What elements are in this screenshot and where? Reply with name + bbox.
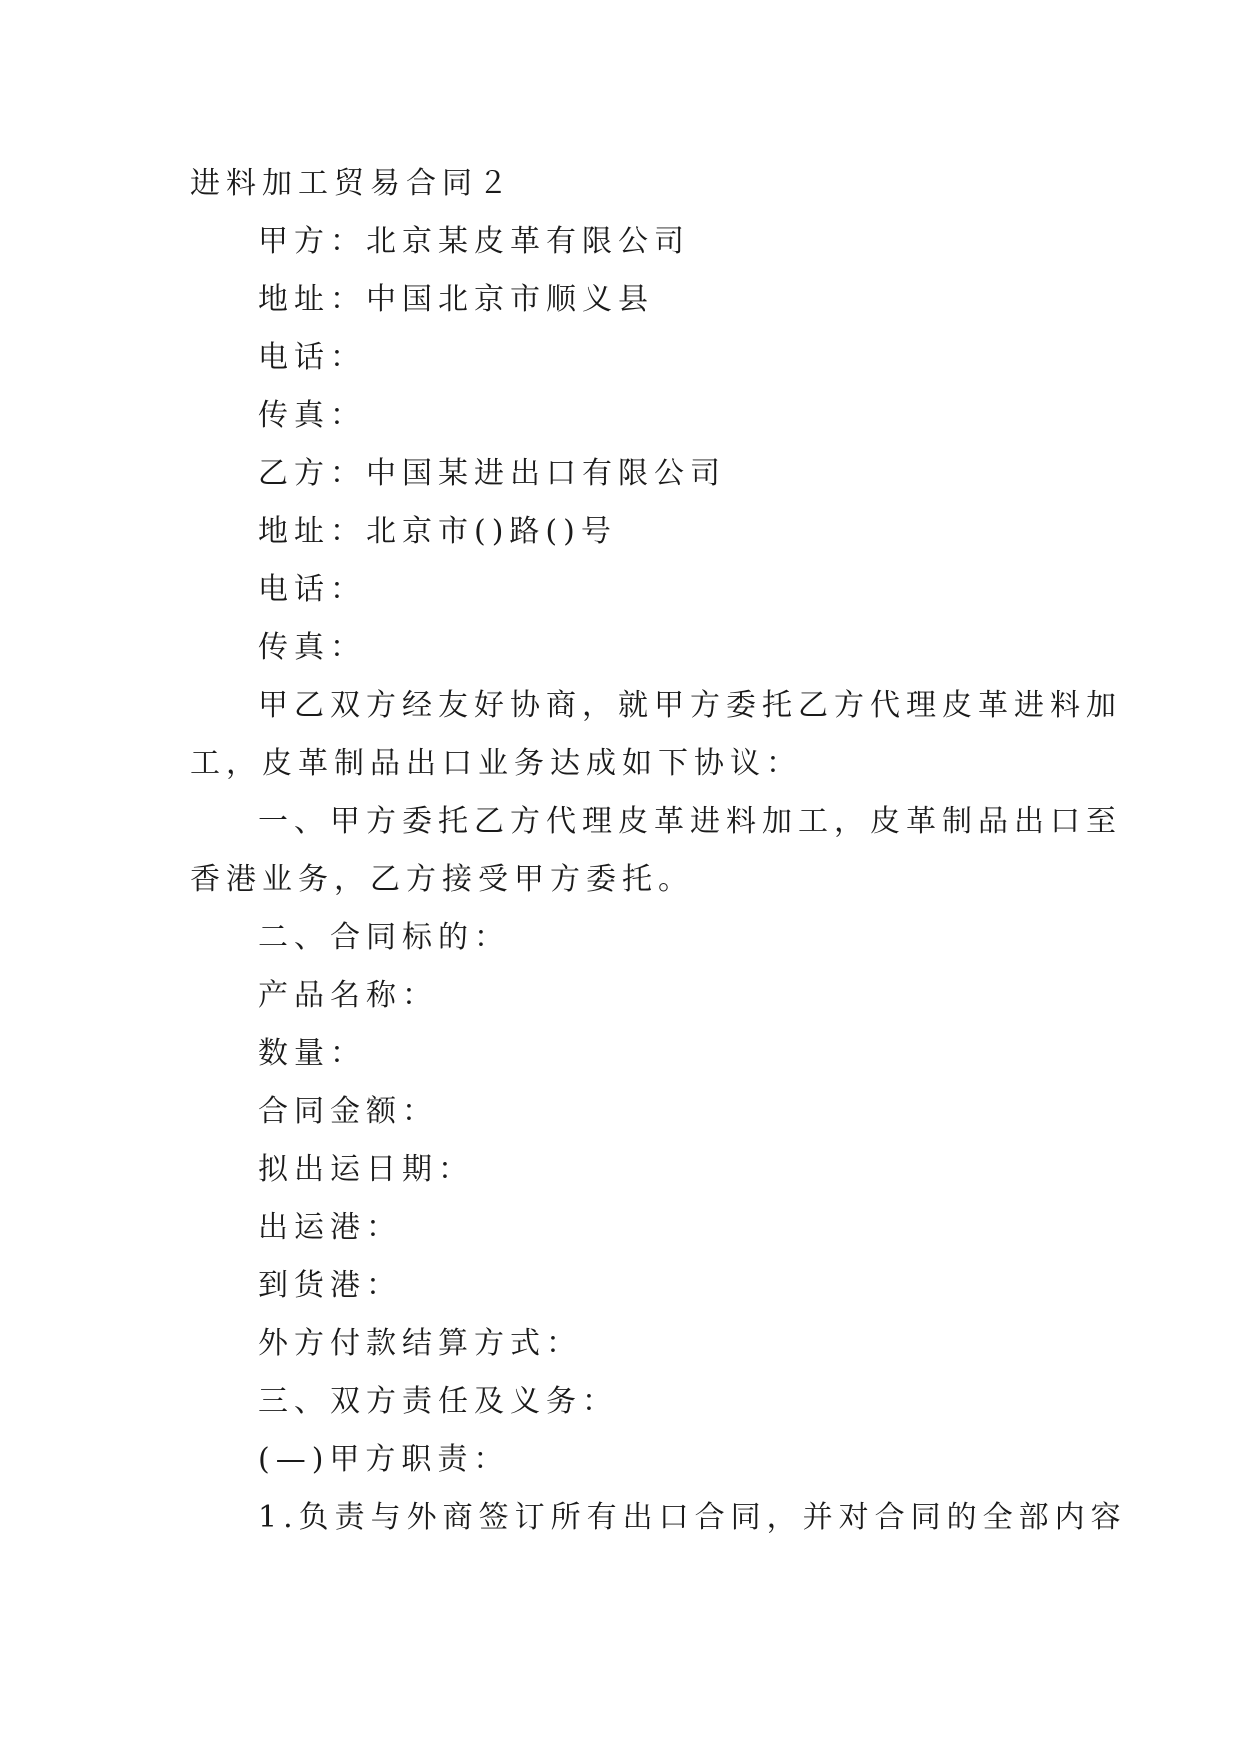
party-b-phone: 电话： [258,572,366,607]
payment-method-field: 外方付款结算方式： [258,1326,582,1361]
quantity-field: 数量： [258,1036,366,1071]
port-of-loading-field: 出运港： [258,1210,402,1245]
party-b-address: 地址：北京市()路()号 [258,514,617,549]
clause-1-line-1: 一、甲方委托乙方代理皮革进料加工，皮革制品出口至 [258,804,1122,839]
clause-1-line-2: 香港业务，乙方接受甲方委托。 [190,862,694,897]
preamble-line-2: 工，皮革制品出口业务达成如下协议： [190,746,802,781]
document-body [190,155,1127,1547]
contract-amount-field: 合同金额： [258,1094,438,1129]
shipping-date-field: 拟出运日期： [258,1152,474,1187]
document-title: 进料加工贸易合同２ [190,166,514,201]
clause-2-heading: 二、合同标的： [258,920,510,955]
port-of-destination-field: 到货港： [258,1268,402,1303]
party-a-phone: 电话： [258,340,366,375]
party-a-duties-heading: (—)甲方职责： [258,1442,510,1477]
clause-3-heading: 三、双方责任及义务： [258,1384,618,1419]
product-name-field: 产品名称： [258,978,438,1013]
party-b-name: 乙方：中国某进出口有限公司 [258,456,726,491]
party-b-fax: 传真： [258,630,366,665]
party-a-address: 地址：中国北京市顺义县 [258,282,654,317]
preamble-line-1: 甲乙双方经友好协商，就甲方委托乙方代理皮革进料加 [258,688,1122,723]
duty-1-line: 1.负责与外商签订所有出口合同，并对合同的全部内容 [258,1500,1127,1535]
party-a-fax: 传真： [258,398,366,433]
party-a-name: 甲方：北京某皮革有限公司 [258,224,690,259]
